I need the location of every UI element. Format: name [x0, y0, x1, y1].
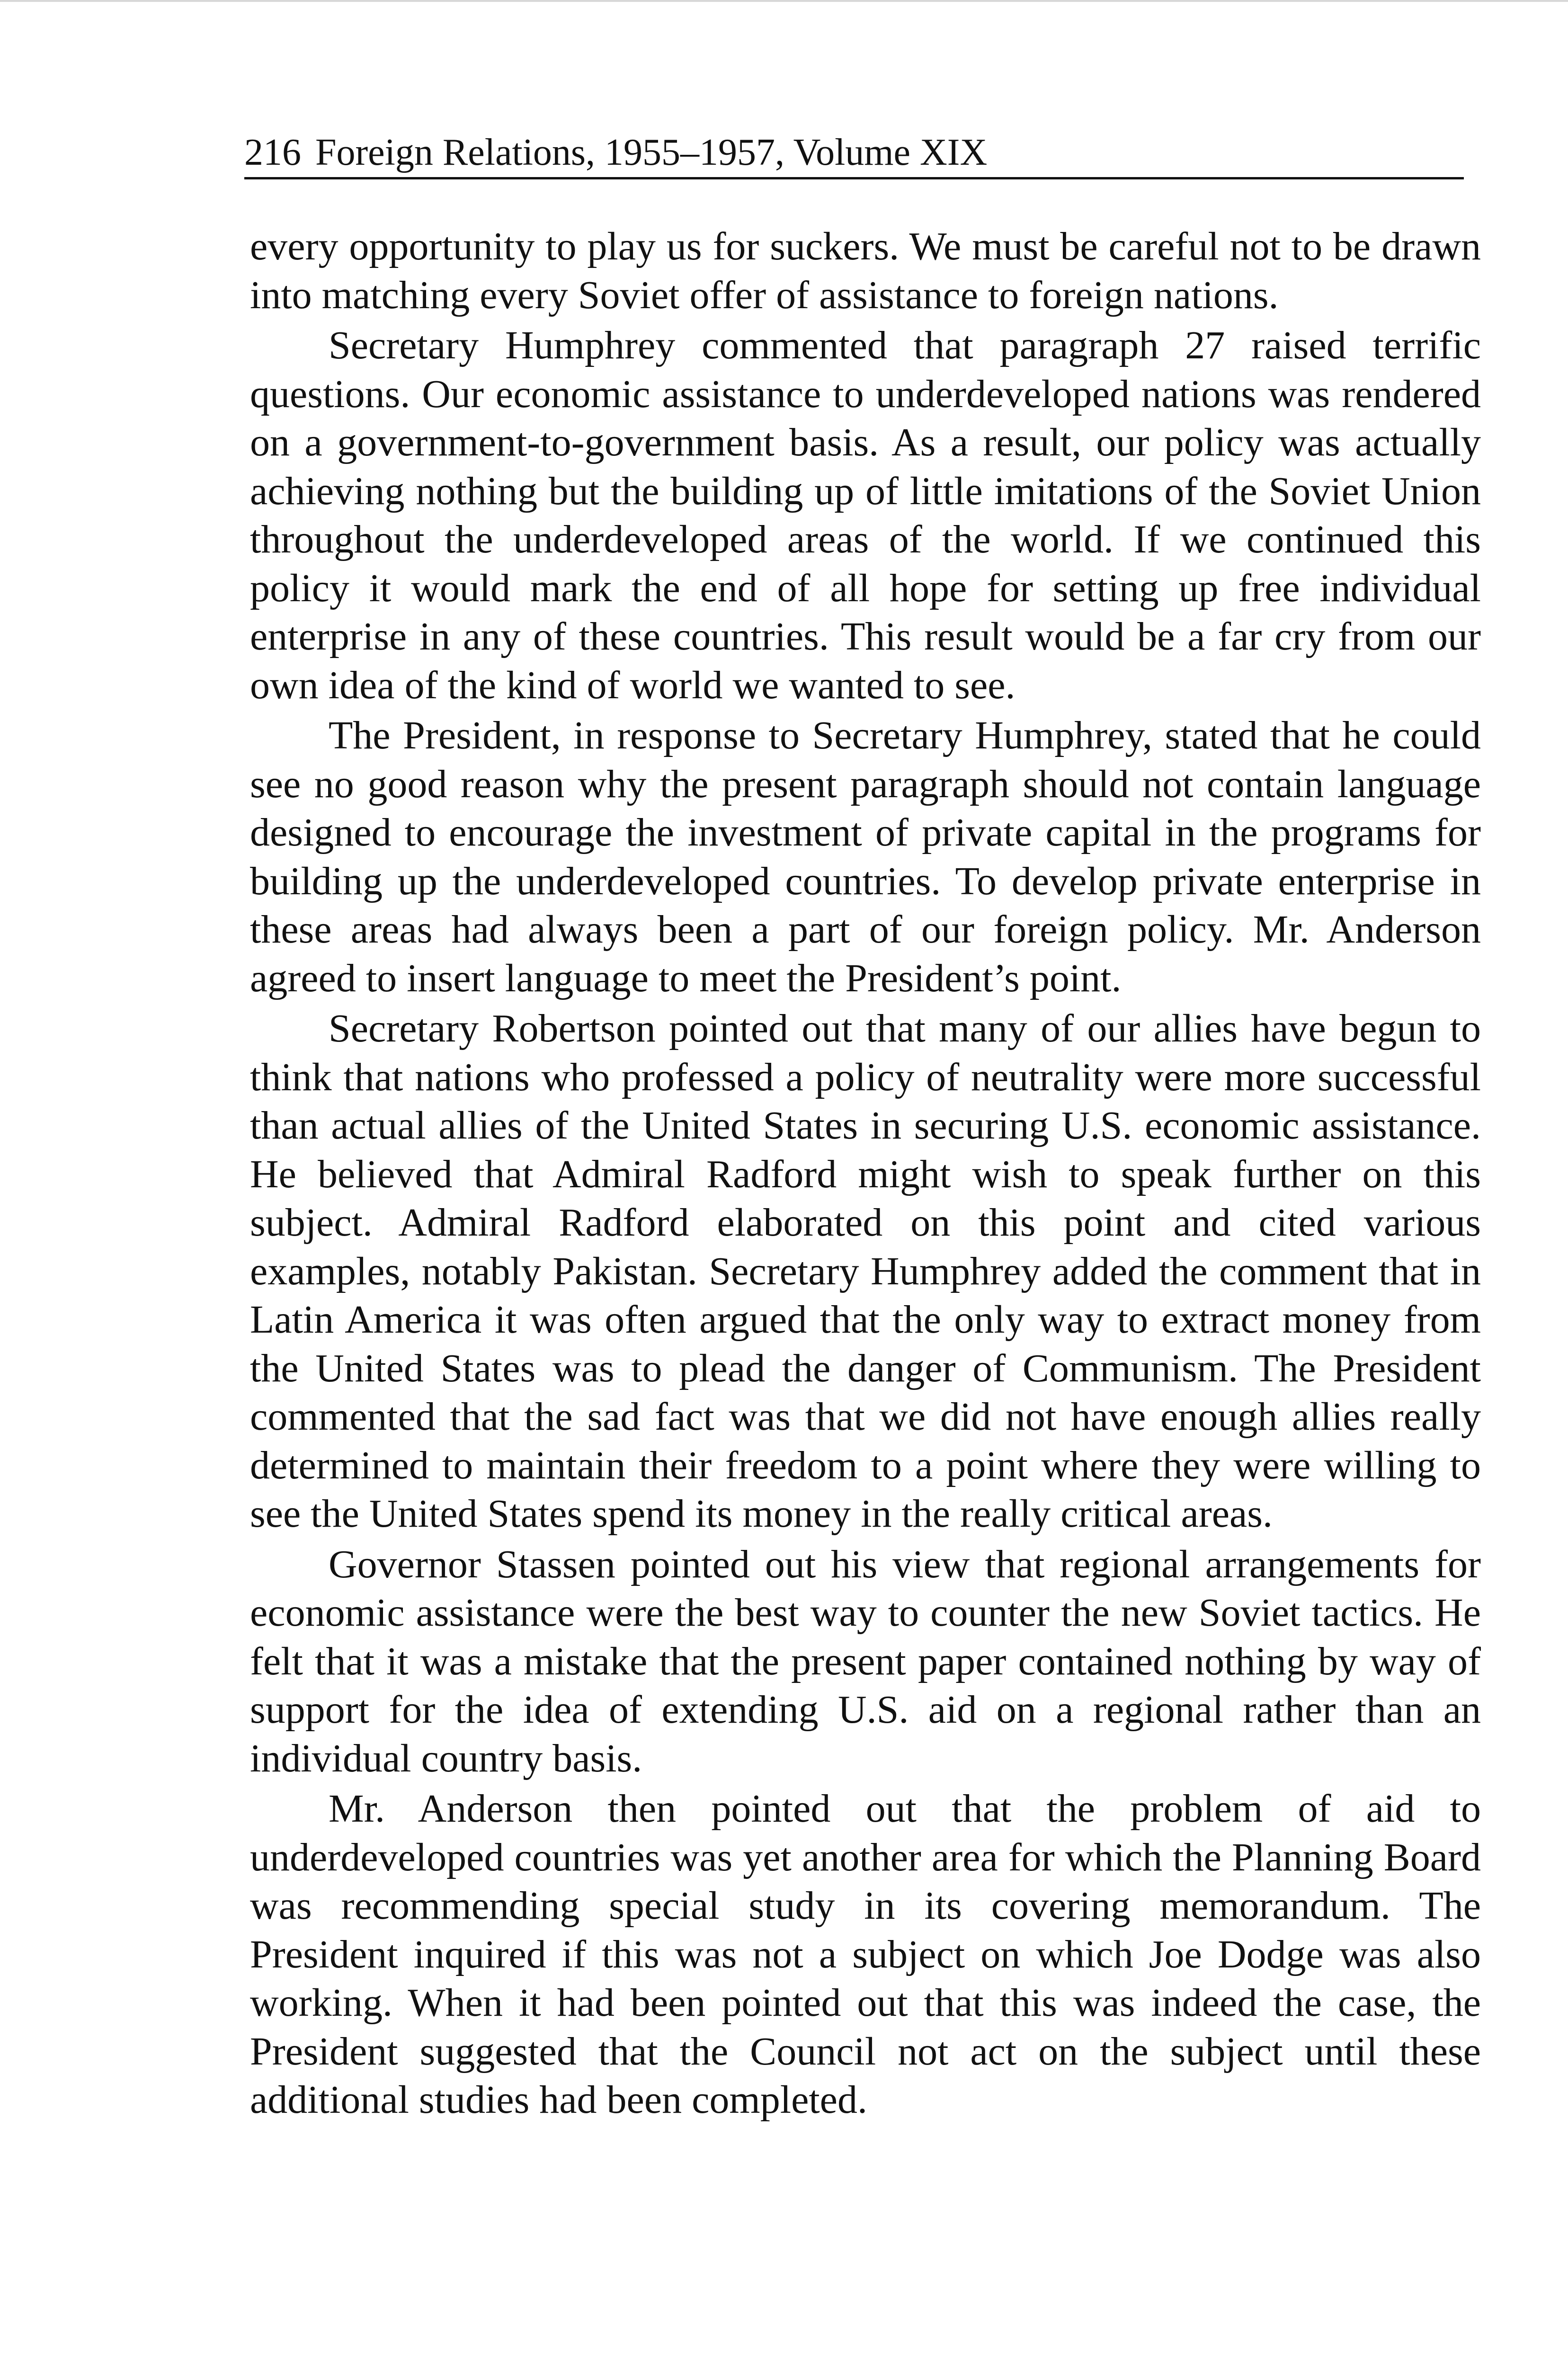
body-text [250, 222, 1481, 2127]
paragraph: Mr. Anderson then pointed out that the problem of aid to underdeveloped countries was yet another area for which the Planning Board was recommending special study in its covering memorandum. The President inquired if this was not a subject on which Joe Dodge was also working. When it had been pointed out that this was indeed the case, the President suggested that the Council not act on the subject until these additional studies had been completed. [250, 1787, 1481, 2122]
scan-edge-line [0, 0, 1568, 2]
running-header [244, 128, 1464, 179]
paragraph: Governor Stassen pointed out his view that regional arrangements for economic assistance were the best way to counter the new Soviet tactics. He felt that it was a mistake that the present paper contained nothing by way of support for the idea of extending U.S. aid on a regional rather than an individual country basis. [250, 1542, 1481, 1780]
paragraph: Secretary Humphrey commented that paragraph 27 raised terrific questions. Our economic assistance to underdeveloped nations was rendered on a government-to-government basis. As a result, our policy was actually achieving nothing but the building up of little imitations of the Soviet Union throughout the underdeveloped areas of the world. If we continued this policy it would mark the end of all hope for setting up free individual enterprise in any of these countries. This result would be a far cry from our own idea of the kind of world we wanted to see. [250, 323, 1481, 707]
paragraph: The President, in response to Secretary Humphrey, stated that he could see no good reason why the present paragraph should not contain language designed to encourage the investment of private capital in the programs for building up the underdeveloped countries. To develop private enterprise in these areas had always been a part of our foreign policy. Mr. Anderson agreed to insert language to meet the President’s point. [250, 713, 1481, 1000]
paragraph: every opportunity to play us for suckers. We must be careful not to be drawn into matching every Soviet offer of assistance to foreign nations. [250, 224, 1481, 317]
running-title: Foreign Relations, 1955–1957, Volume XIX [315, 132, 988, 173]
paragraph: Secretary Robertson pointed out that many of our allies have begun to think that nations who professed a policy of neutrality were more successful than actual allies of the United States in securing U.S. economic assistance. He believed that Admiral Radford might wish to speak further on this subject. Admiral Radford elaborated on this point and cited various examples, notably Pakistan. Secretary Humphrey added the comment that in Latin America it was often argued that the only way to extract money from the United States was to plead the danger of Communism. The President commented that the sad fact was that we did not have enough allies really determined to maintain their freedom to a point where they were willing to see the United States spend its money in the really critical areas. [250, 1006, 1481, 1536]
page-number: 216 [244, 132, 301, 173]
